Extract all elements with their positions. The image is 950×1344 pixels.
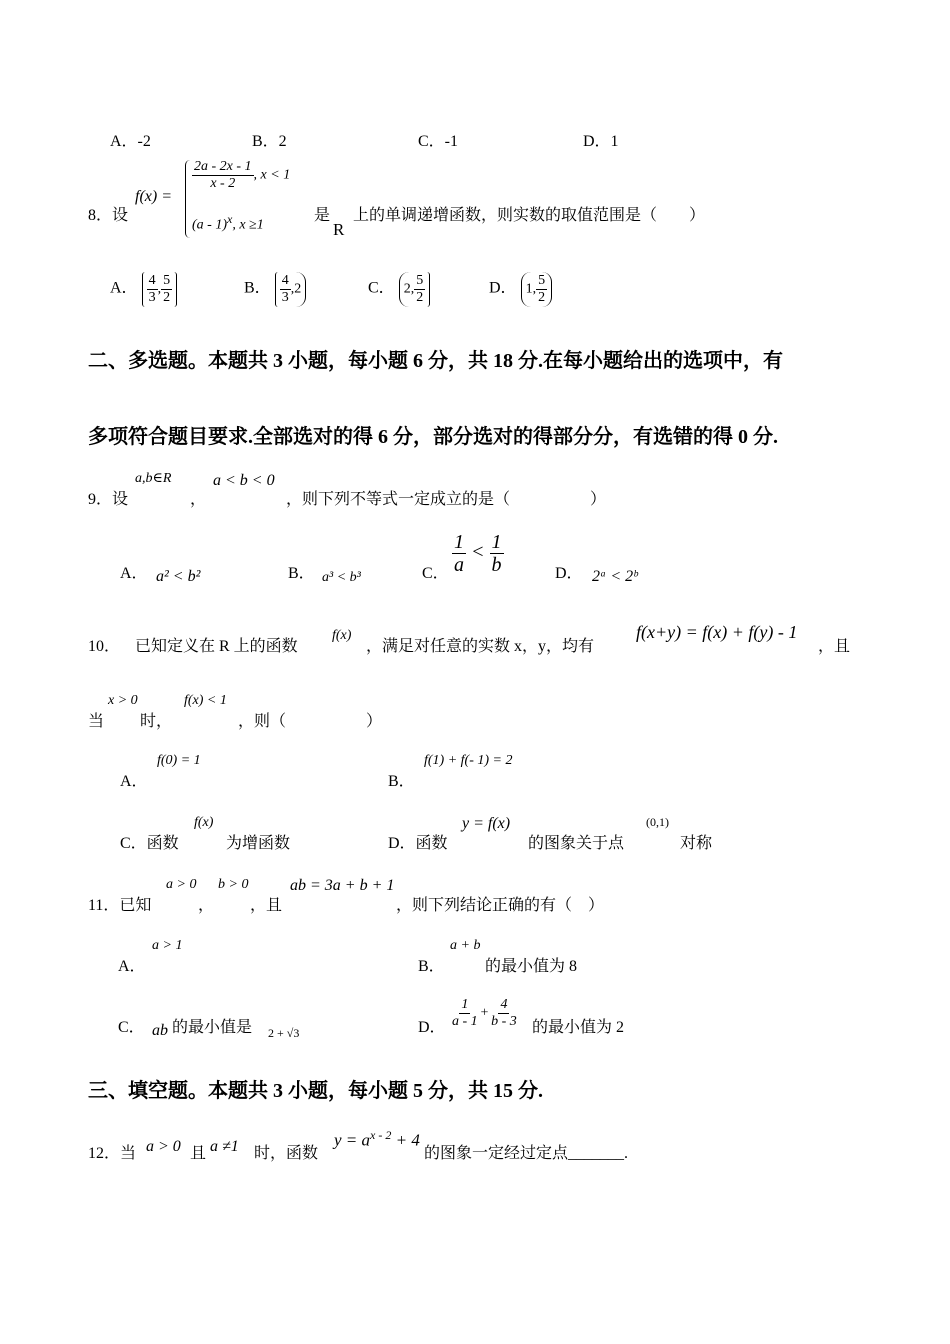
q12-cond1: a > 0 bbox=[146, 1138, 181, 1155]
q9-number: 9．设 bbox=[88, 491, 129, 508]
q8-stem: 上的单调递增函数，则实数的取值范围是（ ） bbox=[353, 207, 706, 224]
q11-option-b-expr: a + b bbox=[450, 938, 481, 953]
q9-option-b-expr: a³ < b³ bbox=[322, 570, 361, 585]
q11-option-c-val: 2 + √3 bbox=[268, 1026, 300, 1040]
q11-option-a-label: A． bbox=[118, 958, 146, 975]
q8-is: 是 bbox=[314, 207, 331, 224]
q8-domain: R bbox=[333, 220, 345, 239]
q9-option-d-expr: 2ᵃ < 2ᵇ bbox=[592, 568, 638, 585]
q10-option-d-label: D．函数 bbox=[388, 835, 448, 852]
section3-heading: 三、填空题。本题共 3 小题，每小题 5 分，共 15 分. bbox=[88, 1080, 543, 1102]
q11-cond1: a > 0 bbox=[166, 877, 197, 892]
q12-and: 且 bbox=[190, 1145, 207, 1162]
q12-rest: 的图象一定经过定点_______. bbox=[424, 1145, 629, 1162]
q8-piece1: $\frac{2a - 2x - 1}{x - 2}$ , x < 1 bbox=[194, 159, 291, 191]
q8-option-a: A． $\frac{4}{3}$ , $\frac{5}{2}$ bbox=[110, 272, 177, 307]
q12-mid: 时，函数 bbox=[254, 1145, 319, 1162]
q8-brace bbox=[185, 160, 190, 238]
q10-cond2: f(x) < 1 bbox=[184, 693, 227, 708]
q10-option-a-label: A． bbox=[120, 773, 148, 790]
section2-heading-line1: 二、多选题。本题共 3 小题，每小题 6 分，共 18 分.在每小题给出的选项中，有 bbox=[88, 350, 783, 372]
q9-option-d-label: D． bbox=[555, 565, 583, 582]
q10-number: 10． bbox=[88, 638, 121, 655]
q11-option-a-expr: a > 1 bbox=[152, 938, 183, 953]
q11-option-d-expr: $\frac{1}{a - 1}$ + $\frac{4}{b - 3}$ bbox=[452, 997, 517, 1029]
q10-cond: x > 0 bbox=[108, 693, 138, 708]
q12-number: 12．当 bbox=[88, 1145, 137, 1162]
q9-option-c-label: C． bbox=[422, 565, 449, 582]
q9-comma: ， bbox=[190, 491, 207, 508]
q10-option-c-label: C．函数 bbox=[120, 835, 179, 852]
q10-text2: ，满足对任意的实数 x，y，均有 bbox=[366, 638, 595, 655]
q8-option-b: B． $\frac{4}{3}$ ,2 bbox=[244, 272, 306, 307]
q10-option-b-expr: f(1) + f(- 1) = 2 bbox=[424, 753, 513, 768]
q10-text3: ，且 bbox=[818, 638, 851, 655]
q12-cond2: a ≠1 bbox=[210, 1138, 239, 1155]
q11-option-b-rest: 的最小值为 8 bbox=[485, 958, 578, 975]
q10-when: 当 bbox=[88, 713, 105, 730]
q11-option-c-label: C． bbox=[118, 1019, 145, 1036]
q10-then: ，则（ ） bbox=[238, 713, 383, 730]
q10-option-d-fx: y = f(x) bbox=[462, 815, 511, 832]
q9-cond2: a < b < 0 bbox=[213, 472, 275, 489]
q7-option-c: C．-1 bbox=[418, 133, 459, 150]
q10-fx: f(x) bbox=[332, 628, 352, 643]
q11-option-d-rest: 的最小值为 2 bbox=[532, 1019, 625, 1036]
q7-option-b: B．2 bbox=[252, 133, 287, 150]
q11-number: 11．已知 bbox=[88, 897, 152, 914]
q9-option-a-expr: a² < b² bbox=[156, 568, 201, 585]
q10-option-d-rest: 对称 bbox=[680, 835, 713, 852]
q10-shi: 时， bbox=[140, 713, 173, 730]
q10-option-a-expr: f(0) = 1 bbox=[157, 753, 201, 768]
q9-option-b-label: B． bbox=[288, 565, 315, 582]
q11-comma1: ， bbox=[198, 897, 215, 914]
q10-text1: 已知定义在 R 上的函数 bbox=[135, 638, 298, 655]
q8-option-c: C． 2, $\frac{5}{2}$ bbox=[368, 272, 430, 307]
q10-option-d-point: (0,1) bbox=[646, 815, 669, 829]
q11-cond2: b > 0 bbox=[218, 877, 249, 892]
q11-option-c-mid: 的最小值是 bbox=[172, 1019, 253, 1036]
q11-option-b-label: B． bbox=[418, 958, 445, 975]
q7-option-a: A．-2 bbox=[110, 133, 151, 150]
q7-option-d: D．1 bbox=[583, 133, 619, 150]
q11-cond3: ab = 3a + b + 1 bbox=[290, 877, 395, 894]
q8-piece2: (a - 1)$^x$, x ≥1 bbox=[192, 212, 264, 233]
q10-option-b-label: B． bbox=[388, 773, 415, 790]
q10-equation: f(x+y) = f(x) + f(y) - 1 bbox=[636, 622, 798, 642]
q10-option-c-rest: 为增函数 bbox=[226, 835, 291, 852]
q12-expr: $y = a^{x - 2} + 4$ bbox=[334, 1128, 420, 1150]
q10-option-d-mid: 的图象关于点 bbox=[528, 835, 625, 852]
q11-option-c-expr: ab bbox=[152, 1022, 168, 1039]
q9-cond1: a,b∈R bbox=[135, 471, 172, 486]
q11-stem: ，则下列结论正确的有（ ） bbox=[396, 897, 605, 914]
section2-heading-line2: 多项符合题目要求.全部选对的得 6 分，部分选对的得部分分，有选错的得 0 分. bbox=[88, 426, 778, 448]
q11-and: ，且 bbox=[250, 897, 283, 914]
q10-option-c-fx: f(x) bbox=[194, 815, 214, 830]
q9-stem: ，则下列不等式一定成立的是（ ） bbox=[286, 491, 607, 508]
q8-fx: f(x) = bbox=[135, 188, 172, 205]
q11-option-d-label: D． bbox=[418, 1019, 446, 1036]
q9-option-c-expr: $\frac{1}{a}$ < $\frac{1}{b}$ bbox=[454, 531, 502, 576]
q9-option-a-label: A． bbox=[120, 565, 148, 582]
q8-number: 8．设 bbox=[88, 207, 129, 224]
q8-option-d: D． 1, $\frac{5}{2}$ bbox=[489, 272, 552, 307]
